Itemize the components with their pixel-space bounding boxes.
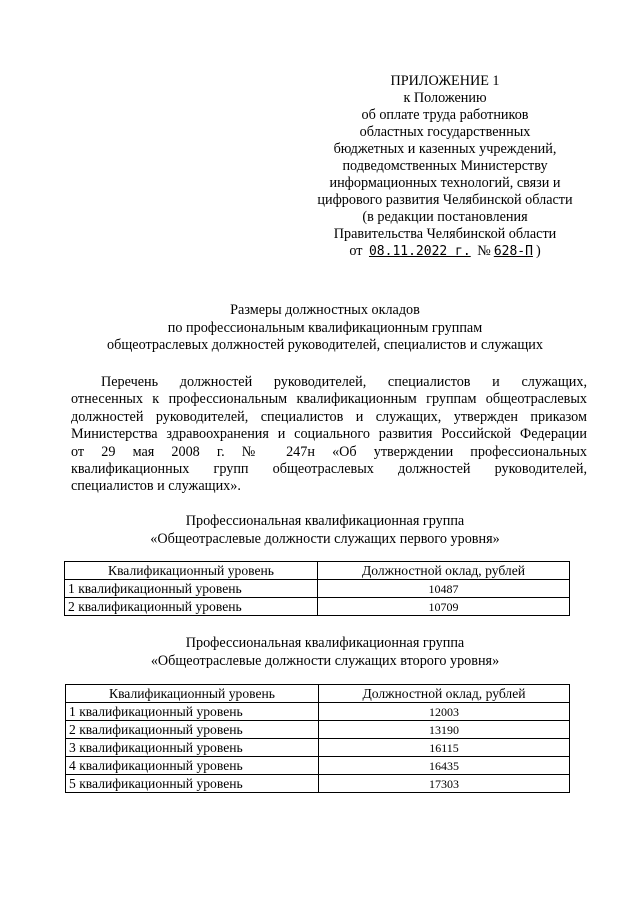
group-title-line: Профессиональная квалификационная группа [185, 635, 465, 651]
paragraph-line: Министерства здравоохранения и социального развития Российской Федерации [71, 426, 587, 443]
edition-number-prefix: № [477, 243, 491, 259]
header-line: ПРИЛОЖЕНИЕ 1 [390, 73, 500, 89]
level-cell: 3 квалификационный уровень [66, 739, 319, 757]
header-line: Правительства Челябинской области [333, 226, 557, 242]
title-line: по профессиональным квалификационным группам [167, 319, 483, 336]
salary-cell: 17303 [319, 775, 570, 793]
column-header-level: Квалификационный уровень [66, 685, 319, 703]
edition-date: 08.11.2022 г. [368, 244, 471, 259]
table-row [66, 739, 570, 757]
table-header-row [66, 685, 570, 703]
salary-table-group-2 [65, 684, 570, 793]
salary-cell: 16115 [319, 739, 570, 757]
edition-line [300, 243, 590, 260]
salary-cell: 16435 [319, 757, 570, 775]
salary-cell: 10487 [318, 580, 570, 598]
header-line: цифрового развития Челябинской области [317, 192, 573, 208]
table-row [66, 721, 570, 739]
header-line: областных государственных [359, 124, 531, 140]
level-cell: 4 квалификационный уровень [66, 757, 319, 775]
paragraph-line: должностей руководителей, специалистов и служащих, утвержден приказом [71, 408, 587, 425]
group-title-line: Профессиональная квалификационная группа [185, 513, 465, 529]
header-line: (в редакции постановления [362, 209, 528, 225]
level-cell: 2 квалификационный уровень [65, 598, 318, 616]
table-header-row [65, 562, 570, 580]
header-line: бюджетных и казенных учреждений, [333, 141, 557, 157]
level-cell: 5 квалификационный уровень [66, 775, 319, 793]
header-line: информационных технологий, связи и [329, 175, 561, 191]
edition-number: 628-П [493, 244, 533, 259]
paragraph-line: специалистов и служащих». [71, 478, 241, 495]
level-cell: 2 квалификационный уровень [66, 721, 319, 739]
level-cell: 1 квалификационный уровень [65, 580, 318, 598]
paragraph-line: Перечень должностей руководителей, специалистов и служащих, [101, 374, 587, 390]
edition-prefix: от [349, 243, 363, 259]
group-1-title [60, 512, 590, 548]
header-line: подведомственных Министерству [342, 158, 548, 174]
salary-cell: 13190 [319, 721, 570, 739]
table-row [66, 703, 570, 721]
level-cell: 1 квалификационный уровень [66, 703, 319, 721]
title-line: Размеры должностных окладов [230, 302, 420, 318]
table-row [66, 757, 570, 775]
paragraph-line: квалификационных групп общеотраслевых должностей руководителей, [71, 461, 587, 478]
group-title-line: «Общеотраслевые должности служащих второго уровня» [150, 653, 500, 669]
intro-paragraph [71, 374, 587, 496]
salary-cell: 12003 [319, 703, 570, 721]
paragraph-line: от 29 мая 2008 г. № 247н «Об утверждении профессиональных [71, 443, 587, 460]
group-2-title [60, 634, 590, 670]
table-row [66, 775, 570, 793]
column-header-salary: Должностной оклад, рублей [319, 685, 570, 703]
header-line: об оплате труда работников [361, 107, 529, 123]
salary-table-group-1 [64, 561, 570, 616]
table-row [65, 598, 570, 616]
group-title-line: «Общеотраслевые должности служащих первого уровня» [150, 531, 500, 547]
column-header-level: Квалификационный уровень [65, 562, 318, 580]
appendix-header [300, 73, 590, 260]
salary-cell: 10709 [318, 598, 570, 616]
header-line: к Положению [403, 90, 487, 106]
table-row [65, 580, 570, 598]
edition-suffix: ) [535, 243, 541, 259]
document-title [60, 302, 590, 355]
paragraph-line: отнесенных к профессиональным квалификационным группам общеотраслевых [71, 391, 587, 408]
title-line: общеотраслевых должностей руководителей, специалистов и служащих [107, 337, 543, 353]
column-header-salary: Должностной оклад, рублей [318, 562, 570, 580]
